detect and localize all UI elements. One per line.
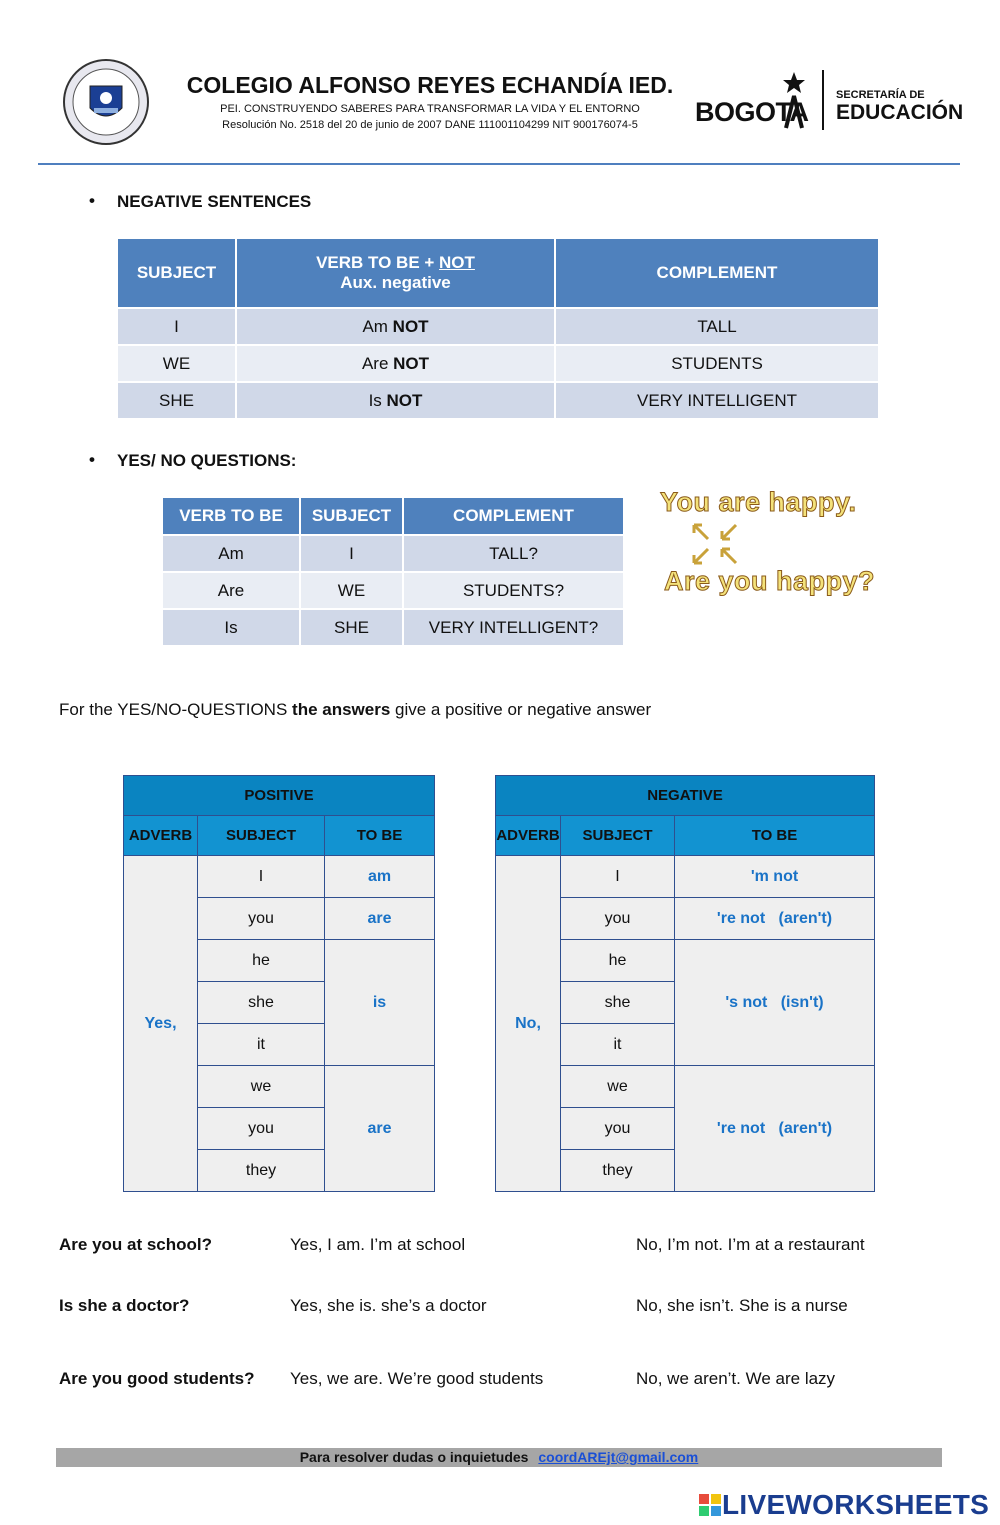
- subject-cell: he: [198, 940, 325, 982]
- you-are-happy-text: You are happy.: [660, 487, 857, 517]
- positive-title: POSITIVE: [124, 776, 435, 816]
- school-crest: [62, 58, 150, 146]
- table-row: Is SHE VERY INTELLIGENT?: [163, 610, 623, 645]
- table-row: Am I TALL?: [163, 536, 623, 571]
- footer-email-link[interactable]: coordAREjt@gmail.com: [538, 1449, 699, 1465]
- example-no-answer: No, we aren’t. We are lazy: [636, 1369, 836, 1388]
- example-question: Is she a doctor?: [59, 1296, 190, 1315]
- table-row: WE Are NOT STUDENTS: [118, 346, 878, 381]
- subject-cell: we: [198, 1066, 325, 1108]
- example-question: Are you at school?: [59, 1235, 213, 1254]
- to-be-cell: are: [325, 898, 435, 940]
- subject-cell: she: [198, 982, 325, 1024]
- header-subject: SUBJECT: [301, 498, 402, 534]
- subject-cell: I: [198, 856, 325, 898]
- to-be-cell: is: [325, 940, 435, 1066]
- header-verb-to-be: VERB TO BE: [163, 498, 299, 534]
- educacion-label: EDUCACIÓN: [836, 101, 964, 124]
- table-row: SHE Is NOT VERY INTELLIGENT: [118, 383, 878, 418]
- example-no-answer: No, I’m not. I’m at a restaurant: [636, 1235, 865, 1254]
- adverb-yes: Yes,: [124, 856, 198, 1192]
- subject-cell: it: [198, 1024, 325, 1066]
- table-row: I Am NOT TALL: [118, 309, 878, 344]
- to-be-cell: 'm not: [675, 856, 875, 898]
- bogota-wordmark: BOGOTA: [695, 97, 809, 127]
- header-verb-to-be-not: VERB TO BE + NOT Aux. negative: [237, 239, 554, 307]
- example-yes-answer: Yes, she is. she’s a doctor: [290, 1296, 487, 1315]
- subject-cell: you: [198, 898, 325, 940]
- school-name: COLEGIO ALFONSO REYES ECHANDÍA IED.: [186, 72, 674, 98]
- to-be-cell: 's not (isn't): [675, 940, 875, 1066]
- subject-cell: I: [561, 856, 675, 898]
- negative-section-title: • NEGATIVE SENTENCES: [117, 192, 311, 212]
- header-divider: [38, 163, 960, 165]
- header-complement: COMPLEMENT: [556, 239, 878, 307]
- example-yes-answer: Yes, I am. I’m at school: [290, 1235, 466, 1254]
- subject-cell: we: [561, 1066, 675, 1108]
- to-be-cell: am: [325, 856, 435, 898]
- liveworksheets-logo-icon: [698, 1493, 722, 1517]
- header-to-be: TO BE: [325, 816, 435, 856]
- to-be-cell: 're not (aren't): [675, 898, 875, 940]
- to-be-cell: 're not (aren't): [675, 1066, 875, 1192]
- table-row: Are WE STUDENTS?: [163, 573, 623, 608]
- subject-cell: you: [198, 1108, 325, 1150]
- footer-text: Para resolver dudas o inquietudes: [299, 1449, 529, 1465]
- school-resolution: Resolución No. 2518 del 20 de junio de 2007 DANE 111001104299 NIT 900176074-5: [222, 119, 638, 131]
- answers-intro: For the YES/NO-QUESTIONS the answers give a positive or negative answer: [59, 700, 652, 719]
- header-adverb: ADVERB: [496, 816, 561, 856]
- example-question: Are you good students?: [59, 1369, 255, 1388]
- negative-sentences-table: [116, 237, 880, 420]
- subject-cell: they: [561, 1150, 675, 1192]
- negative-answers-table: [495, 775, 875, 1192]
- subject-cell: they: [198, 1150, 325, 1192]
- subject-cell: you: [561, 1108, 675, 1150]
- header-adverb: ADVERB: [124, 816, 198, 856]
- liveworksheets-watermark: LIVEWORKSHEETS: [722, 1489, 990, 1520]
- positive-answers-table: [123, 775, 435, 1192]
- header-subject: SUBJECT: [561, 816, 675, 856]
- example-yes-answer: Yes, we are. We’re good students: [290, 1369, 544, 1388]
- subject-cell: you: [561, 898, 675, 940]
- yes-no-questions-table: [161, 496, 625, 647]
- word-swap-arrows-icon: [686, 515, 756, 571]
- questions-section-title: • YES/ NO QUESTIONS:: [117, 451, 296, 471]
- subject-cell: he: [561, 940, 675, 982]
- subject-cell: it: [561, 1024, 675, 1066]
- header-to-be: TO BE: [675, 816, 875, 856]
- negative-title: NEGATIVE: [496, 776, 875, 816]
- are-you-happy-text: Are you happy?: [664, 566, 876, 596]
- secretaria-label: SECRETARÍA DE: [836, 89, 925, 101]
- header-complement: COMPLEMENT: [404, 498, 623, 534]
- footer-bar: [56, 1448, 942, 1467]
- adverb-no: No,: [496, 856, 561, 1192]
- example-no-answer: No, she isn’t. She is a nurse: [636, 1296, 848, 1315]
- subject-cell: she: [561, 982, 675, 1024]
- header-subject: SUBJECT: [118, 239, 235, 307]
- to-be-cell: are: [325, 1066, 435, 1192]
- logo-divider: [822, 70, 824, 130]
- header-subject: SUBJECT: [198, 816, 325, 856]
- school-pei: PEI. CONSTRUYENDO SABERES PARA TRANSFORMAR LA VIDA Y EL ENTORNO: [220, 103, 640, 115]
